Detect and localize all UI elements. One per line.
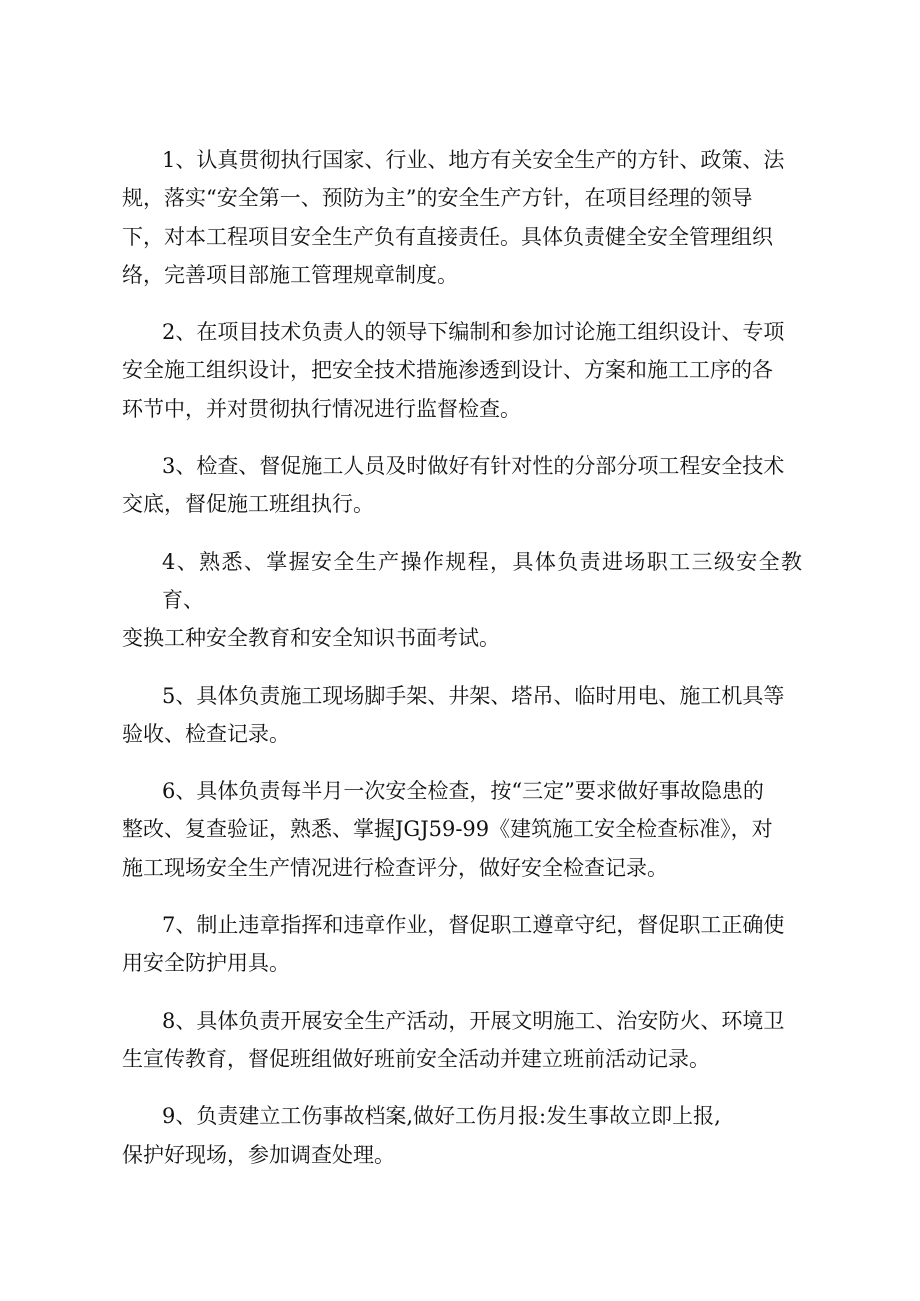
- paragraph-3: [122, 447, 802, 524]
- document-body: [122, 141, 802, 1193]
- paragraph-line: 5、具体负责施工现场脚手架、井架、塔吊、临时用电、施工机具等: [162, 683, 785, 708]
- paragraph-line: 3、检查、督促施工人员及时做好有针对性的分部分项工程安全技术: [162, 454, 785, 479]
- paragraph-line: 整改、复查验证，熟悉、掌握JGJ59-99《建筑施工安全检查标准》，对: [122, 817, 773, 842]
- paragraph-line: 8、具体负责开展安全生产活动，开展文明施工、治安防火、环境卫: [162, 1008, 785, 1033]
- paragraph-line: 环节中，并对贯彻执行情况进行监督检查。: [122, 396, 521, 421]
- paragraph-line: 变换工种安全教育和安全知识书面考试。: [122, 626, 500, 651]
- paragraph-6: [122, 772, 802, 887]
- paragraph-line: 生宣传教育，督促班组做好班前安全活动并建立班前活动记录。: [122, 1046, 710, 1071]
- paragraph-line: 保护好现场，参加调查处理。: [122, 1142, 395, 1167]
- paragraph-1: [122, 141, 802, 294]
- paragraph-line: 规，落实“安全第一、预防为主”的安全生产方针，在项目经理的领导: [122, 186, 753, 211]
- paragraph-line: 验收、检查记录。: [122, 721, 290, 746]
- paragraph-2: [122, 313, 802, 428]
- paragraph-line: 4、熟悉、掌握安全生产操作规程，具体负责进场职工三级安全教育、: [162, 549, 802, 612]
- paragraph-line: 施工现场安全生产情况进行检查评分，做好安全检查记录。: [122, 855, 668, 880]
- paragraph-7: [122, 906, 802, 983]
- paragraph-line: 用安全防护用具。: [122, 951, 290, 976]
- paragraph-line: 下，对本工程项目安全生产负有直接责任。具体负责健全安全管理组织: [122, 224, 773, 249]
- paragraph-4: [122, 543, 802, 658]
- paragraph-line: 交底，督促施工班组执行。: [122, 492, 374, 517]
- paragraph-line: 1、认真贯彻执行国家、行业、地方有关安全生产的方针、政策、法: [162, 148, 785, 172]
- paragraph-line: 9、负责建立工伤事故档案,做好工伤月报:发生事故立即上报,: [162, 1104, 721, 1129]
- paragraph-line: 2、在项目技术负责人的领导下编制和参加讨论施工组织设计、专项: [162, 320, 785, 345]
- paragraph-line: 7、制止违章指挥和违章作业，督促职工遵章守纪，督促职工正确使: [162, 913, 785, 938]
- paragraph-5: [122, 677, 802, 754]
- paragraph-8: [122, 1002, 802, 1079]
- paragraph-line: 络，完善项目部施工管理规章制度。: [122, 262, 458, 287]
- paragraph-9: [122, 1097, 802, 1174]
- paragraph-line: 安全施工组织设计，把安全技术措施渗透到设计、方案和施工工序的各: [122, 358, 773, 383]
- paragraph-line: 6、具体负责每半月一次安全检查，按“三定”要求做好事故隐患的: [162, 779, 764, 804]
